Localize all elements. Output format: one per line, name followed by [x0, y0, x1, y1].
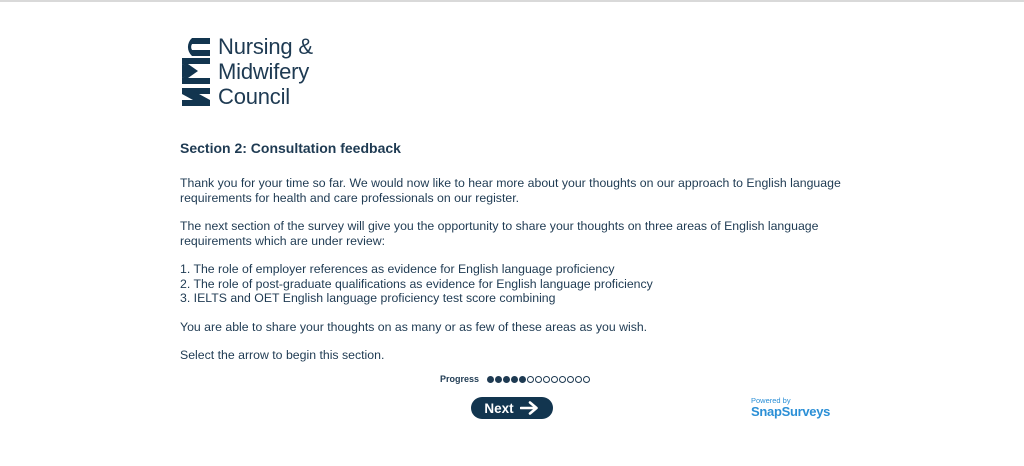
- powered-by-label: Powered by: [751, 396, 791, 405]
- progress-dot-incomplete: [583, 376, 590, 383]
- logo-line-3: Council: [218, 84, 290, 109]
- progress-dot-incomplete: [551, 376, 558, 383]
- instruction-text: Select the arrow to begin this section.: [180, 348, 385, 362]
- nmc-logo: [180, 32, 340, 110]
- progress-dot-incomplete: [535, 376, 542, 383]
- next-button[interactable]: [471, 397, 553, 419]
- top-divider: [0, 0, 1024, 2]
- review-areas-list: [180, 262, 860, 306]
- nmc-logo-mark: [180, 36, 212, 108]
- powered-by-snap[interactable]: [751, 396, 830, 419]
- share-note: You are able to share your thoughts on as many or as few of these areas as you wish.: [180, 319, 648, 334]
- intro-paragraph: Thank you for your time so far. We would now like to hear more about your thoughts on our approach to English language requirements for health and care professionals on our register.: [180, 176, 841, 205]
- progress-dot-complete: [519, 376, 526, 383]
- progress-label: Progress: [440, 374, 480, 384]
- progress-dot-complete: [495, 376, 502, 383]
- snap-surveys-logo: SnapSurveys: [751, 404, 831, 419]
- logo-wordmark: [218, 34, 313, 109]
- next-section-paragraph: The next section of the survey will give you the opportunity to share your thoughts on three areas of English language requirements which are under review:: [180, 219, 819, 248]
- logo-line-1: Nursing &: [218, 34, 313, 59]
- progress-indicator: [440, 373, 591, 385]
- list-item: 3. IELTS and OET English language proficiency test score combining: [180, 291, 556, 305]
- section-title: Section 2: Consultation feedback: [180, 140, 401, 156]
- progress-dot-incomplete: [567, 376, 574, 383]
- progress-dots: [487, 376, 591, 383]
- list-item: 1. The role of employer references as evidence for English language proficiency: [180, 262, 615, 276]
- next-button-label: Next: [484, 400, 514, 416]
- arrow-right-icon: [520, 401, 540, 415]
- logo-line-2: Midwifery: [218, 59, 310, 84]
- progress-dot-incomplete: [575, 376, 582, 383]
- survey-content: [180, 140, 860, 377]
- list-item: 2. The role of post-graduate qualifications as evidence for English language proficiency: [180, 276, 653, 291]
- progress-dot-complete: [487, 376, 494, 383]
- progress-dot-incomplete: [527, 376, 534, 383]
- progress-dot-complete: [511, 376, 518, 383]
- progress-dot-incomplete: [543, 376, 550, 383]
- progress-dot-incomplete: [559, 376, 566, 383]
- progress-dot-complete: [503, 376, 510, 383]
